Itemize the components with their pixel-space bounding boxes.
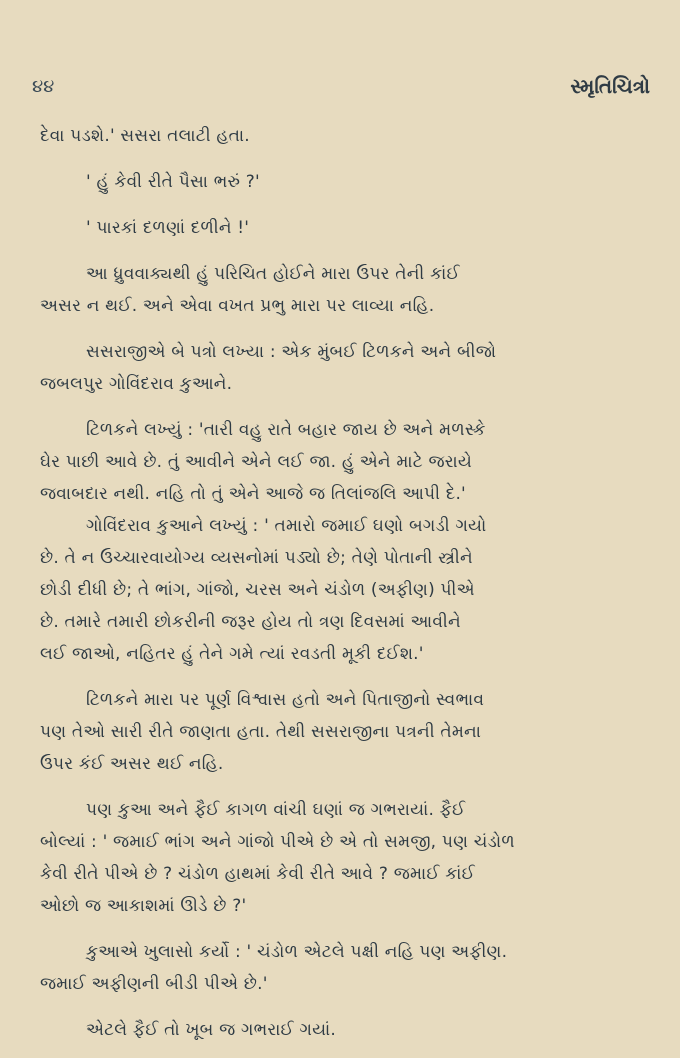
text-line: ટિળકને લખ્યું : 'તારી વહુ રાતે બહાર જાય છે અને મળસ્કે [86, 420, 486, 440]
text-line: પણ તેઓ સારી રીતે જાણતા હતા. તેથી સસરાજીના પત્રની તેમના [40, 722, 482, 742]
text-line: દેવા પડશે.' સસરા તલાટી હતા. [40, 126, 250, 146]
page-number: ૪૪ [32, 76, 55, 97]
text-line: લઈ જાઓ, નહિતર હું તેને ગમે ત્યાં રવડતી મૂકી દઈશ.' [40, 644, 424, 664]
text-line: જવાબદાર નથી. નહિ તો તું એને આજે જ તિલાંજલિ આપી દે.' [40, 484, 466, 504]
text-line: છોડી દીધી છે; તે ભાંગ, ગાંજો, ચરસ અને ચંડોળ (અફીણ) પીએ [40, 580, 475, 600]
running-title: સ્મૃતિચિત્રો [570, 74, 650, 98]
text-line: ઘેર પાછી આવે છે. તું આવીને એને લઈ જા. હું એને માટે જરાયે [40, 452, 473, 472]
text-line: ઓછો જ આકાશમાં ઊડે છે ?' [40, 896, 247, 916]
text-line: એટલે ફૈઈ તો ખૂબ જ ગભરાઈ ગયાં. [86, 1020, 336, 1040]
page-header [32, 74, 650, 104]
text-line: છે. તમારે તમારી છોકરીની જરૂર હોય તો ત્રણ દિવસમાં આવીને [40, 612, 461, 632]
text-line: બોલ્યાં : ' જમાઈ ભાંગ અને ગાંજો પીએ છે એ તો સમજી, પણ ચંડોળ [40, 832, 515, 852]
body-text [40, 120, 642, 1046]
text-line: કુઆએ ખુલાસો કર્યો : ' ચંડોળ એટલે પક્ષી નહિ પણ અફીણ. [86, 942, 508, 962]
text-line: સસરાજીએ બે પત્રો લખ્યા : એક મુંબઈ ટિળકને અને બીજો [86, 342, 497, 362]
text-line: પણ કુઆ અને ફૈઈ કાગળ વાંચી ઘણાં જ ગભરાયાં. ફૈઈ [86, 800, 466, 820]
text-line: આ ધ્રુવવાક્યથી હું પરિચિત હોઈને મારા ઉપર તેની કાંઈ [86, 264, 460, 284]
text-line: ' હું કેવી રીતે પૈસા ભરું ?' [86, 172, 260, 192]
text-line: ગોવિંદરાવ કુઆને લખ્યું : ' તમારો જમાઈ ઘણો બગડી ગયો [86, 516, 487, 536]
text-line: કેવી રીતે પીએ છે ? ચંડોળ હાથમાં કેવી રીતે આવે ? જમાઈ કાંઈ [40, 864, 475, 884]
text-line: છે. તે ન ઉચ્ચારવાયોગ્ય વ્યસનોમાં પડ્યો છે; તેણે પોતાની સ્ત્રીને [40, 548, 473, 568]
text-line: જમાઈ અફીણની બીડી પીએ છે.' [40, 974, 268, 994]
text-line: ' પારકાં દળણાં દળીને !' [86, 218, 250, 238]
text-line: ઉપર કંઈ અસર થઈ નહિ. [40, 754, 224, 774]
text-line: જબલપુર ગોવિંદરાવ કુઆને. [40, 374, 233, 394]
text-line: અસર ન થઈ. અને એવા વખત પ્રભુ મારા પર લાવ્યા નહિ. [40, 296, 435, 316]
text-line: ટિળકને મારા પર પૂર્ણ વિશ્વાસ હતો અને પિતાજીનો સ્વભાવ [86, 690, 485, 710]
